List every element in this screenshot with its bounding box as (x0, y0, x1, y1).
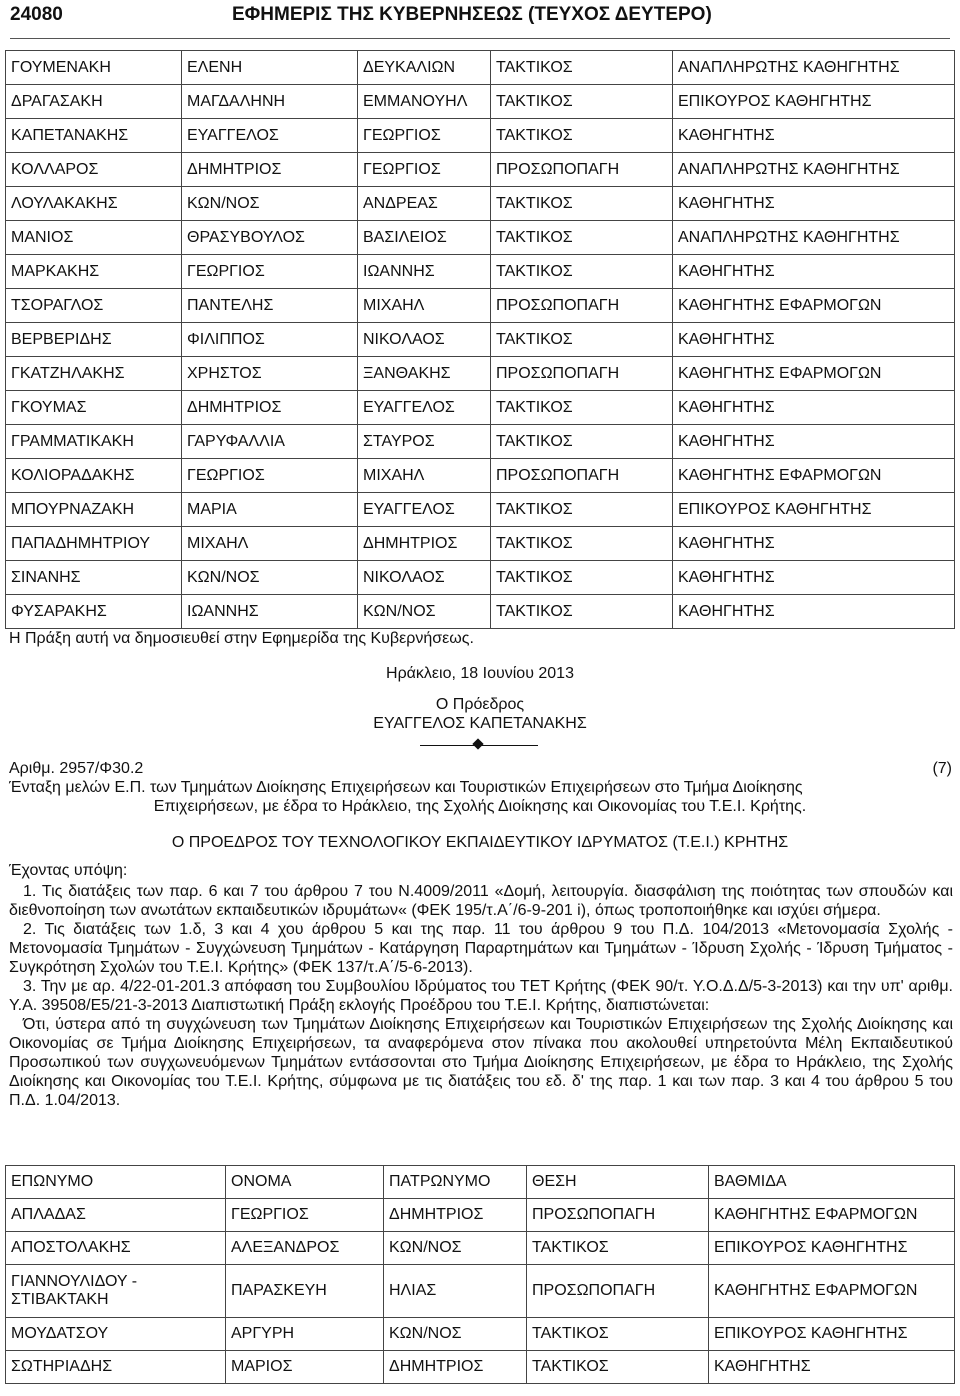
table-cell: ΚΩΝ/ΝΟΣ (384, 1232, 527, 1265)
place-date: Ηράκλειο, 18 Ιουνίου 2013 (386, 665, 574, 682)
table-cell: ΚΑΘΗΓΗΤΗΣ (673, 323, 955, 357)
table-row (6, 357, 955, 391)
table-cell: ΤΑΚΤΙΚΟΣ (491, 187, 673, 221)
table-header-row (6, 1166, 955, 1199)
table-cell: ΠΑΡΑΣΚΕΥΗ (226, 1265, 384, 1318)
table-cell: ΚΑΘΗΓΗΤΗΣ (673, 595, 955, 629)
table-cell: ΓΕΩΡΓΙΟΣ (358, 119, 491, 153)
table-cell: ΓΚΑΤΖΗΛΑΚΗΣ (6, 357, 182, 391)
decision-body (9, 882, 953, 1110)
table-cell: ΚΑΘΗΓΗΤΗΣ (673, 391, 955, 425)
column-header: ΒΑΘΜΙΔΑ (709, 1166, 955, 1199)
table-cell: ΤΑΚΤΙΚΟΣ (527, 1232, 709, 1265)
column-header: ΘΕΣΗ (527, 1166, 709, 1199)
table-cell: ΞΑΝΘΑΚΗΣ (358, 357, 491, 391)
paragraph-2: 2. Τις διατάξεις των 1.δ, 3 και 4 χου άρθρου 5 και της παρ. 11 του άρθρου 9 του Π.Δ. 104/2013 «Μετονομασία Σχολής - Μετονομασία Τμημάτων - Συγχώνευση Τμημάτων - Κατάργηση Παραρτημάτων και Τμημάτων - Ίδρυση Σχολής - Ίδρυση Τμήματος - Συγκρότηση Σχολών του Τ.Ε.Ι. Κρήτης» (ΦΕΚ 137/τ.Α΄/5-6-2013). (9, 921, 953, 976)
table-cell: ΚΟΛΙΟΡΑΔΑΚΗΣ (6, 459, 182, 493)
table-cell: ΣΤΑΥΡΟΣ (358, 425, 491, 459)
table-cell: ΔΗΜΗΤΡΙΟΣ (384, 1199, 527, 1232)
table-row (6, 289, 955, 323)
table-cell: ΓΕΩΡΓΙΟΣ (226, 1199, 384, 1232)
table-cell: ΜΑΡΙΑ (182, 493, 358, 527)
table-cell: ΠΡΟΣΩΠΟΠΑΓΗ (491, 459, 673, 493)
table-cell: ΙΩΑΝΝΗΣ (358, 255, 491, 289)
staff-table-1 (5, 50, 955, 629)
table-cell: ΕΥΑΓΓΕΛΟΣ (182, 119, 358, 153)
paragraph-1: 1. Τις διατάξεις των παρ. 6 και 7 του άρθρου 7 του Ν.4009/2011 «Δομή, λειτουργία. διασφάλιση της ποιότητας των σπουδών και διεθνοποίηση των ανωτάτων εκπαιδευτικών ιδρυμάτων« (ΦΕΚ 195/τ.Α΄/6-9-201 i), όπως τροποποιήθηκε και ισχύει σήμερα. (9, 883, 953, 919)
table-cell: ΗΛΙΑΣ (384, 1265, 527, 1318)
table-cell: ΠΡΟΣΩΠΟΠΑΓΗ (491, 357, 673, 391)
table-cell: ΤΑΚΤΙΚΟΣ (491, 323, 673, 357)
staff-table-2 (5, 1165, 955, 1384)
table-cell: ΦΥΣΑΡΑΚΗΣ (6, 595, 182, 629)
table-cell: ΛΟΥΛΑΚΑΚΗΣ (6, 187, 182, 221)
table-cell: ΜΑΓΔΑΛΗΝΗ (182, 85, 358, 119)
table-cell: ΤΑΚΤΙΚΟΣ (491, 493, 673, 527)
gazette-title: ΕΦΗΜΕΡΙΣ ΤΗΣ ΚΥΒΕΡΝΗΣΕΩΣ (ΤΕΥΧΟΣ ΔΕΥΤΕΡΟ) (232, 4, 712, 25)
decision-subject-line2: Επιχειρήσεων, με έδρα το Ηράκλειο, της Σχολής Διοίκησης και Οικονομίας του Τ.Ε.Ι. Κρήτης. (153, 798, 807, 815)
table-row (6, 187, 955, 221)
table-cell: ΤΣΟΡΑΓΛΟΣ (6, 289, 182, 323)
table-cell: ΧΡΗΣΤΟΣ (182, 357, 358, 391)
table-cell: ΔΕΥΚΑΛΙΩΝ (358, 51, 491, 85)
table-cell: ΕΠΙΚΟΥΡΟΣ ΚΑΘΗΓΗΤΗΣ (709, 1318, 955, 1351)
table-cell: ΔΗΜΗΤΡΙΟΣ (358, 527, 491, 561)
table-cell: ΤΑΚΤΙΚΟΣ (491, 561, 673, 595)
table-row (6, 561, 955, 595)
table-cell: ΤΑΚΤΙΚΟΣ (527, 1351, 709, 1384)
table-cell: ΓΕΩΡΓΙΟΣ (182, 459, 358, 493)
table-cell: ΤΑΚΤΙΚΟΣ (491, 527, 673, 561)
decision-ref: (7) (932, 760, 952, 777)
table-cell: ΓΚΟΥΜΑΣ (6, 391, 182, 425)
table-cell: ΕΥΑΓΓΕΛΟΣ (358, 493, 491, 527)
table-cell: ΓΟΥΜΕΝΑΚΗ (6, 51, 182, 85)
table-cell: ΚΑΘΗΓΗΤΗΣ (709, 1351, 955, 1384)
table-row (6, 1351, 955, 1384)
table-cell: ΚΑΘΗΓΗΤΗΣ (673, 561, 955, 595)
table-cell: ΜΟΥΔΑΤΣΟΥ (6, 1318, 226, 1351)
table-cell: ΠΑΠΑΔΗΜΗΤΡΙΟΥ (6, 527, 182, 561)
table-cell: ΓΕΩΡΓΙΟΣ (182, 255, 358, 289)
table-cell: ΓΑΡΥΦΑΛΛΙΑ (182, 425, 358, 459)
table-cell: ΤΑΚΤΙΚΟΣ (491, 221, 673, 255)
paragraph-4: Ότι, ύστερα από τη συγχώνευση των Τμημάτων Διοίκησης Επιχειρήσεων και Τουριστικών Επιχειρήσεων της Σχολής Διοίκησης και Οικονομίας σε Τμήμα Διοίκησης Επιχειρήσεων, τα αναφερόμενα στον πίνακα που ακολουθεί υπηρετούντα Μέλη Εκπαιδευτικού Προσωπικού των συγχωνευόμενων Τμημάτων εντάσσονται στο Τμήμα Διοίκησης Επιχειρήσεων, με έδρα το Ηράκλειο, της Σχολής Διοίκησης και Οικονομίας του Τ.Ε.Ι. Κρήτης, σύμφωνα με τις διατάξεις του εδ. δ' της παρ. 1 και των παρ. 3 και 4 του άρθρου 5 του Π.Δ. 1.04/2013. (9, 1016, 953, 1109)
table-row (6, 1199, 955, 1232)
table-cell: ΕΥΑΓΓΕΛΟΣ (358, 391, 491, 425)
table-cell: ΑΡΓΥΡΗ (226, 1318, 384, 1351)
table-cell: ΤΑΚΤΙΚΟΣ (491, 85, 673, 119)
table-cell: ΑΠΟΣΤΟΛΑΚΗΣ (6, 1232, 226, 1265)
table-cell: ΝΙΚΟΛΑΟΣ (358, 323, 491, 357)
table-cell: ΚΑΘΗΓΗΤΗΣ ΕΦΑΡΜΟΓΩΝ (709, 1265, 955, 1318)
table-cell: ΜΠΟΥΡΝΑΖΑΚΗ (6, 493, 182, 527)
table-cell: ΔΡΑΓΑΣΑΚΗ (6, 85, 182, 119)
table-row (6, 493, 955, 527)
table-row (6, 1232, 955, 1265)
page-number: 24080 (10, 4, 63, 25)
table-cell: ΓΕΩΡΓΙΟΣ (358, 153, 491, 187)
signer-name: ΕΥΑΓΓΕΛΟΣ ΚΑΠΕΤΑΝΑΚΗΣ (373, 715, 587, 732)
table-cell: ΠΡΟΣΩΠΟΠΑΓΗ (491, 289, 673, 323)
table-cell: ΦΙΛΙΠΠΟΣ (182, 323, 358, 357)
table-row (6, 425, 955, 459)
table-cell: ΠΡΟΣΩΠΟΠΑΓΗ (527, 1199, 709, 1232)
table-cell: ΕΛΕΝΗ (182, 51, 358, 85)
table-row (6, 323, 955, 357)
table-row (6, 391, 955, 425)
table-cell: ΚΩΝ/ΝΟΣ (358, 595, 491, 629)
table-row (6, 459, 955, 493)
table-cell: ΚΩΝ/ΝΟΣ (384, 1318, 527, 1351)
table-cell: ΤΑΚΤΙΚΟΣ (491, 425, 673, 459)
table-cell: ΣΙΝΑΝΗΣ (6, 561, 182, 595)
column-header: ΟΝΟΜΑ (226, 1166, 384, 1199)
table-cell: ΔΗΜΗΤΡΙΟΣ (182, 153, 358, 187)
table-row (6, 1265, 955, 1318)
column-header: ΕΠΩΝΥΜΟ (6, 1166, 226, 1199)
table-cell: ΜΑΝΙΟΣ (6, 221, 182, 255)
table-cell: ΠΡΟΣΩΠΟΠΑΓΗ (527, 1265, 709, 1318)
table-cell: ΣΩΤΗΡΙΑΔΗΣ (6, 1351, 226, 1384)
table-cell: ΠΡΟΣΩΠΟΠΑΓΗ (491, 153, 673, 187)
table-cell: ΓΙΑΝΝΟΥΛΙΔΟΥ - ΣΤΙΒΑΚΤΑΚΗ (6, 1265, 226, 1318)
decision-subject-line1: Ένταξη μελών Ε.Π. των Τμημάτων Διοίκησης Επιχειρήσεων και Τουριστικών Επιχειρήσεων στο Τμήμα Διοίκησης (9, 779, 803, 796)
table-row (6, 221, 955, 255)
decision-issuer: Ο ΠΡΟΕΔΡΟΣ ΤΟΥ ΤΕΧΝΟΛΟΓΙΚΟΥ ΕΚΠΑΙΔΕΥΤΙΚΟΥ ΙΔΡΥΜΑΤΟΣ (Τ.Ε.Ι.) ΚΡΗΤΗΣ (171, 834, 789, 851)
table-cell: ΚΑΠΕΤΑΝΑΚΗΣ (6, 119, 182, 153)
decision-number: Αριθμ. 2957/Φ30.2 (9, 760, 144, 777)
table-row (6, 527, 955, 561)
column-header: ΠΑΤΡΩΝΥΜΟ (384, 1166, 527, 1199)
page-header (10, 2, 950, 28)
separator-diamond-icon (472, 738, 483, 749)
table-row (6, 85, 955, 119)
table-cell: ΤΑΚΤΙΚΟΣ (491, 255, 673, 289)
table-cell: ΜΙΧΑΗΛ (358, 459, 491, 493)
header-rule (10, 38, 950, 39)
table-cell: ΚΩΝ/ΝΟΣ (182, 561, 358, 595)
table-cell: ΑΝΔΡΕΑΣ (358, 187, 491, 221)
table-cell: ΕΠΙΚΟΥΡΟΣ ΚΑΘΗΓΗΤΗΣ (709, 1232, 955, 1265)
table-row (6, 51, 955, 85)
table-cell: ΠΑΝΤΕΛΗΣ (182, 289, 358, 323)
table-cell: ΚΑΘΗΓΗΤΗΣ ΕΦΑΡΜΟΓΩΝ (709, 1199, 955, 1232)
table-cell: ΑΝΑΠΛΗΡΩΤΗΣ ΚΑΘΗΓΗΤΗΣ (673, 153, 955, 187)
table-cell: ΑΝΑΠΛΗΡΩΤΗΣ ΚΑΘΗΓΗΤΗΣ (673, 221, 955, 255)
table-cell: ΚΑΘΗΓΗΤΗΣ ΕΦΑΡΜΟΓΩΝ (673, 357, 955, 391)
table-cell: ΒΑΣΙΛΕΙΟΣ (358, 221, 491, 255)
table-cell: ΔΗΜΗΤΡΙΟΣ (384, 1351, 527, 1384)
paragraph-3: 3. Την με αρ. 4/22-01-201.3 απόφαση του Συμβουλίου Ιδρύματος του ΤΕΤ Κρήτης (ΦΕΚ 90/τ. Υ.Ο.Δ.Δ/5-3-2013) και την υπ' αριθμ. Υ.Α. 39508/Ε5/21-3-2013 Διαπιστωτική Πράξη εκλογής Προέδρου του Τ.Ε.Ι. Κρήτης, διαπιστώνεται: (9, 978, 953, 1014)
table-row (6, 595, 955, 629)
table-cell: ΤΑΚΤΙΚΟΣ (491, 119, 673, 153)
table-cell: ΕΠΙΚΟΥΡΟΣ ΚΑΘΗΓΗΤΗΣ (673, 85, 955, 119)
table-cell: ΤΑΚΤΙΚΟΣ (491, 51, 673, 85)
table-cell: ΙΩΑΝΝΗΣ (182, 595, 358, 629)
table-cell: ΜΙΧΑΗΛ (358, 289, 491, 323)
table-cell: ΜΑΡΙΟΣ (226, 1351, 384, 1384)
staff-table-1-body (6, 51, 955, 629)
staff-table-2-body (6, 1166, 955, 1384)
table-cell: ΚΑΘΗΓΗΤΗΣ (673, 425, 955, 459)
table-cell: ΤΑΚΤΙΚΟΣ (491, 391, 673, 425)
table-cell: ΚΑΘΗΓΗΤΗΣ (673, 527, 955, 561)
considering-heading: Έχοντας υπόψη: (9, 862, 128, 879)
table-cell: ΚΑΘΗΓΗΤΗΣ ΕΦΑΡΜΟΓΩΝ (673, 289, 955, 323)
table-cell: ΚΑΘΗΓΗΤΗΣ (673, 119, 955, 153)
table-cell: ΘΡΑΣΥΒΟΥΛΟΣ (182, 221, 358, 255)
table-cell: ΑΛΕΞΑΝΔΡΟΣ (226, 1232, 384, 1265)
table-cell: ΕΠΙΚΟΥΡΟΣ ΚΑΘΗΓΗΤΗΣ (673, 493, 955, 527)
table-cell: ΜΑΡΚΑΚΗΣ (6, 255, 182, 289)
table-cell: ΚΟΛΛΑΡΟΣ (6, 153, 182, 187)
table-cell: ΚΑΘΗΓΗΤΗΣ ΕΦΑΡΜΟΓΩΝ (673, 459, 955, 493)
table-cell: ΚΩΝ/ΝΟΣ (182, 187, 358, 221)
table-cell: ΜΙΧΑΗΛ (182, 527, 358, 561)
table-cell: ΑΝΑΠΛΗΡΩΤΗΣ ΚΑΘΗΓΗΤΗΣ (673, 51, 955, 85)
table-cell: ΓΡΑΜΜΑΤΙΚΑΚΗ (6, 425, 182, 459)
table-cell: ΔΗΜΗΤΡΙΟΣ (182, 391, 358, 425)
signer-title: Ο Πρόεδρος (435, 696, 525, 713)
table-cell: ΝΙΚΟΛΑΟΣ (358, 561, 491, 595)
table-row (6, 1318, 955, 1351)
table-row (6, 255, 955, 289)
table-row (6, 119, 955, 153)
table-cell: ΕΜΜΑΝΟΥΗΛ (358, 85, 491, 119)
table-cell: ΑΠΛΑΔΑΣ (6, 1199, 226, 1232)
table-cell: ΤΑΚΤΙΚΟΣ (491, 595, 673, 629)
table-cell: ΚΑΘΗΓΗΤΗΣ (673, 187, 955, 221)
publication-note: Η Πράξη αυτή να δημοσιευθεί στην Εφημερίδα της Κυβερνήσεως. (9, 630, 474, 647)
table-cell: ΚΑΘΗΓΗΤΗΣ (673, 255, 955, 289)
table-row (6, 153, 955, 187)
table-cell: ΤΑΚΤΙΚΟΣ (527, 1318, 709, 1351)
table-cell: ΒΕΡΒΕΡΙΔΗΣ (6, 323, 182, 357)
